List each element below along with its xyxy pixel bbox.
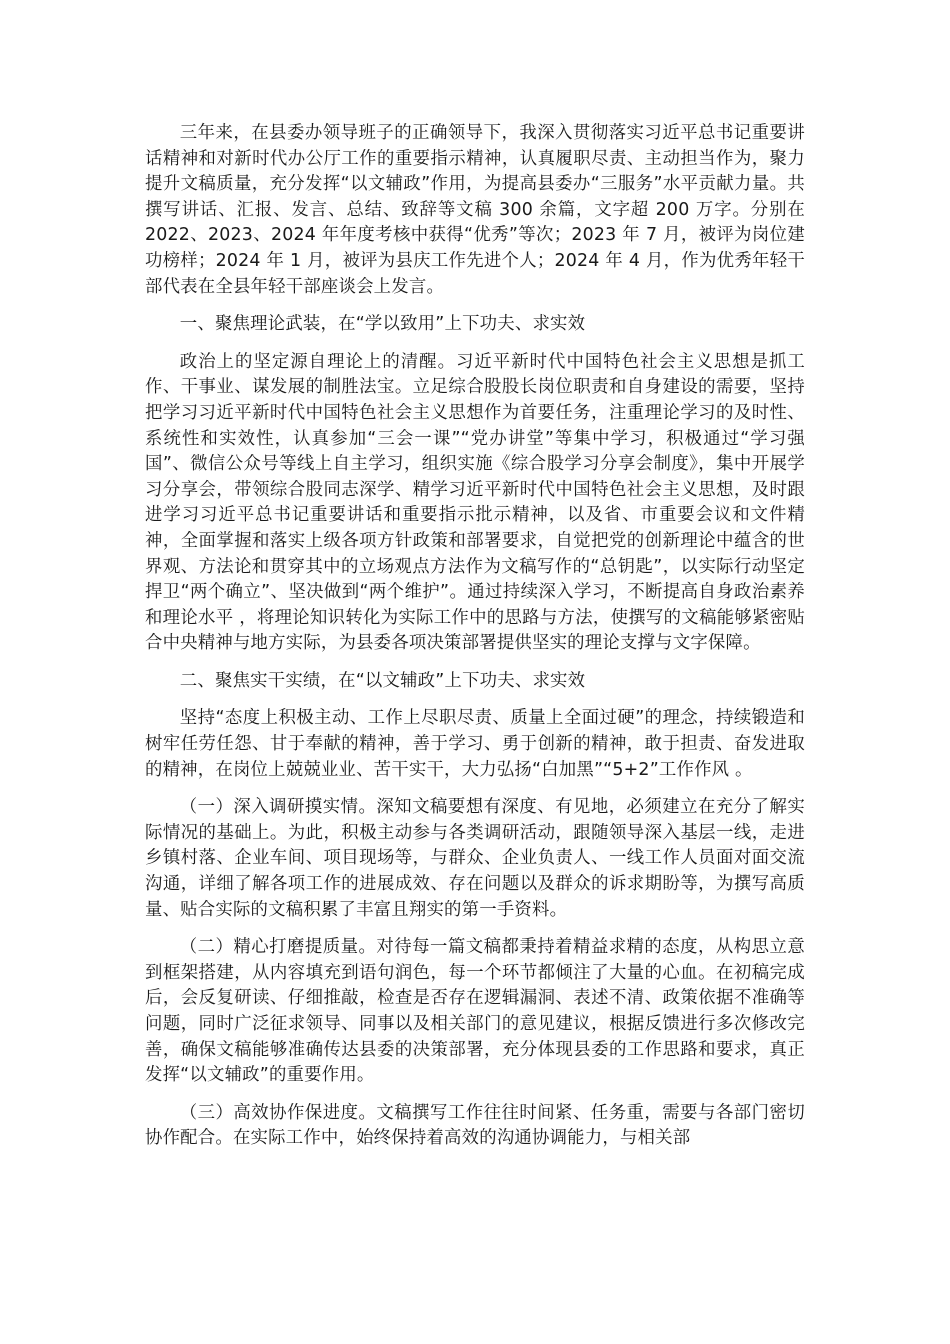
section-1-paragraph: 政治上的坚定源自理论上的清醒。习近平新时代中国特色社会主义思想是抓工作、干事业、谋发展的制胜法宝。立足综合股股长岗位职责和自身建设的需要，坚持把学习习近平新时代中国特色社会主义思想作为首要任务，注重理论学习的及时性、系统性和实效性，认真参加“三会一课”“党办讲堂”等集中学习，积极通过“学习强国”、微信公众号等线上自主学习，组织实施《综合股学习分享会制度》，集中开展学习分享会，带领综合股同志深学、精学习近平新时代中国特色社会主义思想，及时跟进学习习近平总书记重要讲话和重要指示批示精神，以及省、市重要会议和文件精神，全面掌握和落实上级各项方针政策和部署要求，自觉把党的创新理论中蕴含的世界观、方法论和贯穿其中的立场观点方法作为文稿写作的“总钥匙”，以实际行动坚定捍卫“两个确立”、坚决做到“两个维护”。通过持续深入学习，不断提高自身政治素养和理论水平 ，将理论知识转化为实际工作中的思路与方法，使撰写的文稿能够紧密贴合中央精神与地方实际，为县委各项决策部署提供坚实的理论支撑与文字保障。 [145,351,805,654]
subsection-2-paragraph: （二）精心打磨提质量。对待每一篇文稿都秉持着精益求精的态度，从构思立意到框架搭建，从内容填充到语句润色，每一个环节都倾注了大量的心血。在初稿完成后，会反复研读、仔细推敲，检查是否存在逻辑漏洞、表述不清、政策依据不准确等问题，同时广泛征求领导、同事以及相关部门的意见建议，根据反馈进行多次修改完善，确保文稿能够准确传达县委的决策部署，充分体现县委的工作思路和要求，真正发挥“以文辅政”的重要作用。 [145,937,805,1086]
section-heading-1: 一、聚焦理论武装，在“学以致用”上下功夫、求实效 [179,314,586,335]
spacer [145,338,805,350]
section-heading-2: 二、聚焦实干实绩，在“以文辅政”上下功夫、求实效 [179,670,586,691]
spacer [145,694,805,706]
spacer [145,783,805,795]
section-2-intro-paragraph: 坚持“态度上积极主动、工作上尽职尽责、质量上全面过硬”的理念，持续锻造和树牢任劳任怨、甘于奉献的精神，善于学习、勇于创新的精神，敢于担责、奋发进取的精神，在岗位上兢兢业业、苦干实干，大力弘扬“白加黑”“5+2”工作作风 。 [145,708,805,780]
intro-paragraph: 三年来，在县委办领导班子的正确领导下，我深入贯彻落实习近平总书记重要讲话精神和对新时代办公厅工作的重要指示精神，认真履职尽责、主动担当作为，聚力提升文稿质量，充分发挥“以文辅政”作用，为提高县委办“三服务”水平贡献力量。共撰写讲话、汇报、发言、总结、致辞等文稿 300 余篇，文字超 200 万字。分别在 2022、2023、2024 年年度考核中获得“优秀”等次；2023 年 7 月，被评为岗位建功榜样；2024 年 1 月，被评为县庆工作先进个人；2024 年 4 月，作为优秀年轻干部代表在全县年轻干部座谈会上发言。 [145,123,805,297]
spacer [145,1089,805,1101]
spacer [145,923,805,935]
spacer [145,657,805,669]
subsection-3-paragraph: （三）高效协作保进度。文稿撰写工作往往时间紧、任务重，需要与各部门密切协作配合。在实际工作中，始终保持着高效的沟通协调能力，与相关部 [145,1102,805,1149]
subsection-1-paragraph: （一）深入调研摸实情。深知文稿要想有深度、有见地，必须建立在充分了解实际情况的基础上。为此，积极主动参与各类调研活动，跟随领导深入基层一线，走进乡镇村落、企业车间、项目现场等，与群众、企业负责人、一线工作人员面对面交流沟通，详细了解各项工作的进展成效、存在问题以及群众的诉求期盼等，为撰写高质量、贴合实际的文稿积累了丰富且翔实的第一手资料。 [145,797,805,920]
spacer [145,300,805,312]
